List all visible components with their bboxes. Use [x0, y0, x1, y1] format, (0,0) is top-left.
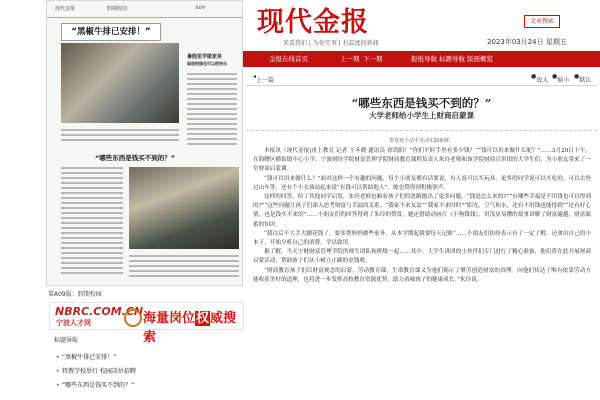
- masthead-logo[interactable]: 现代金报: [257, 7, 369, 38]
- title-navigation-heading: 标题导航: [54, 337, 79, 344]
- nav-home[interactable]: 金报在线首页: [269, 55, 308, 63]
- newspaper-page-scan[interactable]: [46, 0, 243, 286]
- main-nav-bar: [243, 51, 600, 67]
- title-link-text[interactable]: “黑椒牛排已安排！”: [62, 354, 117, 361]
- banner-site: NBRC.COM.CN: [55, 305, 144, 318]
- scan-header-item: 现代金报: [55, 6, 76, 12]
- article-paragraph: 这样的回答，给了其他同学启发，朱玲老师也顺着孩子们的思路抛出了更多问题，“钱是怎么来的?”“有哪些幸福是不用钱也可以得到的?”“这些问题让孩子们深入思考财富与幸福的关系。“我家不来友谊”“我家不来时时”“阳光、空气和水，还有不用钱也能得到”“还有好心情，也是钱买不来的”……小朋友们的回答得到了朱玲的赞赏，她还借助动画片《小狗钱钱》，用浅显易懂的故事讲解了财富逾越，财富储蓄的知识。: [253, 194, 591, 228]
- nav-next-issue[interactable]: 下一期: [363, 55, 383, 63]
- article-paragraph: 据了解，当天宁财财富管理学院的师生团队和班级一起……其中，大学生讲团的小伙伴们专门进行了精心准备，他们将在此开展财商启蒙活动，帮助孩子们从小树立正确的金钱观。: [253, 249, 591, 265]
- banner-slogan: 宁波人才网: [56, 319, 91, 327]
- scan-text-block: [129, 255, 239, 280]
- font-default-label[interactable]: 默认: [579, 77, 592, 84]
- article-search-button[interactable]: 文章搜索: [524, 15, 560, 28]
- page-label: 第A09版：假期校园: [48, 291, 102, 298]
- scan-text-column: [187, 73, 237, 148]
- nav-prev-issue[interactable]: 上一期: [340, 55, 360, 63]
- scan-text-column: [61, 167, 123, 277]
- scan-subhead-1[interactable]: 暑假里学做家务: [187, 54, 223, 60]
- font-smaller-button[interactable]: ● 缩小: [552, 73, 570, 84]
- nav-paper[interactable]: 报纸导航: [411, 55, 437, 63]
- font-smaller-label[interactable]: 缩小: [557, 77, 570, 84]
- font-larger-button[interactable]: ● 放大: [531, 73, 549, 84]
- banner-ad-badge: 权: [196, 311, 210, 326]
- scan-subhead-2[interactable]: 留宿校园也可以很快乐: [187, 61, 227, 66]
- article-title: “哪些东西是钱买不到的？”: [351, 96, 492, 110]
- scan-photo-cooking[interactable]: [61, 43, 179, 123]
- article-paragraph: “我以后不大手大脚花钱了，要多帮妈妈做些家务，从本学期起我要每天记账”……小朋友们纷纷表示有了一定了解，还拿出自己的小本子，开始分析自己的消费，学以致用。: [253, 230, 591, 247]
- banner-ad-main: 海量岗位: [143, 311, 196, 326]
- prev-article-label[interactable]: 上一篇: [256, 77, 275, 84]
- issue-date: 2023年03月24日 星期五: [487, 38, 567, 46]
- article-subtitle: 大学老师给小学生上财商启蒙课: [369, 111, 474, 120]
- scan-header: [47, 1, 242, 18]
- bullet-icon: •: [56, 382, 60, 389]
- title-link[interactable]: [56, 366, 136, 375]
- article-toolbar: [243, 71, 600, 83]
- divider: [246, 85, 597, 86]
- article-body: [253, 147, 591, 400]
- scan-photo-classroom[interactable]: [129, 167, 239, 249]
- scan-headline-2[interactable]: “哪些东西是钱买不到的？”: [95, 154, 176, 162]
- bullet-icon: •: [56, 368, 60, 375]
- masthead-slogan: 来看我们 | 为你实事 | 有温度的新闻: [283, 40, 379, 47]
- scan-text-block: [61, 129, 179, 144]
- scan-header-item: A09: [195, 5, 205, 11]
- title-navigation: [49, 330, 242, 400]
- title-link[interactable]: [56, 352, 116, 361]
- nav-titles[interactable]: 标题导航: [439, 55, 465, 63]
- prev-article-link[interactable]: ◂ 上一篇: [253, 73, 275, 84]
- title-link-text[interactable]: 特教学校举行 校园岗位招聘: [62, 368, 136, 375]
- font-default-button[interactable]: ● 默认: [574, 73, 592, 84]
- page-nav: [0, 286, 243, 300]
- left-panel: [0, 0, 243, 400]
- font-larger-label[interactable]: 放大: [536, 77, 549, 84]
- article-panel: [243, 0, 600, 400]
- scan-header-item: 假期校园: [107, 6, 128, 12]
- bullet-icon: •: [56, 354, 60, 361]
- photo-caption: 带着孩子动手劳动实践新鲜。: [388, 138, 454, 144]
- nav-overview[interactable]: 版面概览: [467, 55, 493, 63]
- article-paragraph: “财商教育孩子们以财富观念的启蒙，劳动教育课，生命教育课又为他们揭示了聚劳创造财富的真理。向他们传达了唯有依靠劳动方能收获美好的道理，也将进一步发挥高校教育资源优势，助力甬城孩子的健康成长。”朱玲说。: [253, 267, 591, 283]
- scan-headline-1[interactable]: “黑椒牛排已安排！”: [61, 23, 161, 41]
- article-paragraph: “钱可以用来做什么？”面对这样一个有趣的问题，每个小朋友都有话要说，有人说可以买玩具，更多的同学说可以买吃的。可以去登过山车等，还有个小女孩站起来说“有钱可以帮助他人”，她也赞得到积极掌声。: [253, 175, 591, 191]
- gear-icon: [124, 309, 142, 327]
- title-link-text[interactable]: “哪些东西是钱买不到的？”: [62, 382, 135, 389]
- divider: [246, 130, 597, 131]
- article-paragraph: 本报讯（现代金报|甬上教育 记者 王冬晓 通讯员 徐凯阳）“你们平时手里有多少钱？”“钱可以用来做什么呢？”……3月20日下午，在海曙区横街镇中心小学，宁波财经学院财富管理学院财商教育课程负责人朱玲老师和该学院财商宣讲团的大学生们，为小朋友带来了一堂财商启蒙课。: [253, 148, 591, 173]
- title-link[interactable]: [56, 380, 134, 389]
- banner-ad-tail: 威搜索: [143, 311, 237, 345]
